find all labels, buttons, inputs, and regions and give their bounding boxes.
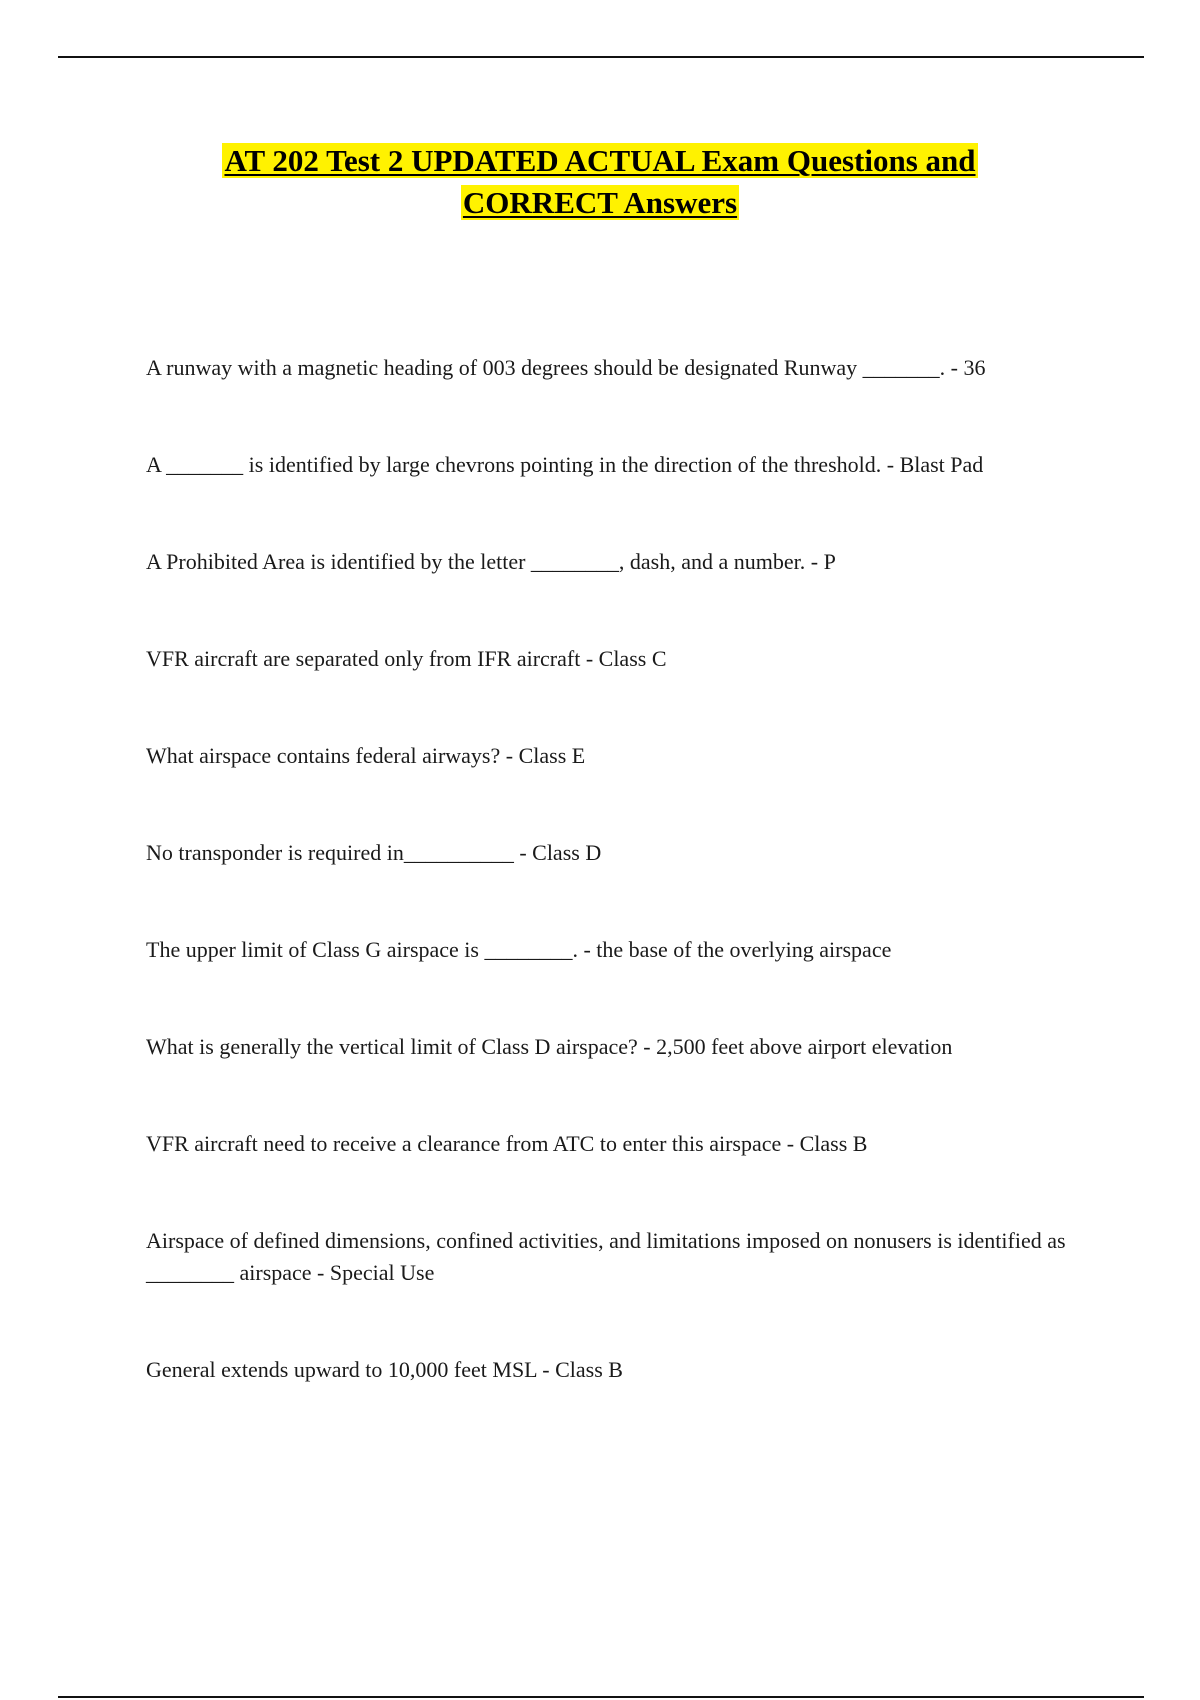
qa-item-8: What is generally the vertical limit of Class D airspace? - 2,500 feet above airport elevation xyxy=(146,1034,953,1059)
qa-item-11: General extends upward to 10,000 feet MSL - Class B xyxy=(146,1357,623,1382)
qa-item-4: VFR aircraft are separated only from IFR aircraft - Class C xyxy=(146,646,667,671)
title-line-2-text: CORRECT Answers xyxy=(462,185,738,220)
title-line-2 xyxy=(0,182,1200,224)
top-rule xyxy=(58,56,1144,58)
qa-item-3: A Prohibited Area is identified by the letter ________, dash, and a number. - P xyxy=(146,549,836,574)
question-answer-list xyxy=(146,352,1076,1451)
qa-item-1: A runway with a magnetic heading of 003 degrees should be designated Runway _______. - 36 xyxy=(146,355,986,380)
title-line-1 xyxy=(0,140,1200,182)
qa-item-2: A _______ is identified by large chevrons pointing in the direction of the threshold. - Blast Pad xyxy=(146,452,984,477)
bottom-rule xyxy=(58,1696,1144,1698)
qa-item-6: No transponder is required in__________ - Class D xyxy=(146,840,602,865)
qa-item-7: The upper limit of Class G airspace is ________. - the base of the overlying airspace xyxy=(146,937,892,962)
document-title xyxy=(0,140,1200,224)
qa-item-5: What airspace contains federal airways? - Class E xyxy=(146,743,586,768)
qa-item-10: Airspace of defined dimensions, confined activities, and limitations imposed on nonusers is identified as ________ airspace - Special Use xyxy=(146,1228,1066,1285)
title-line-1-text: AT 202 Test 2 UPDATED ACTUAL Exam Questions and xyxy=(224,143,976,178)
qa-item-9: VFR aircraft need to receive a clearance from ATC to enter this airspace - Class B xyxy=(146,1131,868,1156)
